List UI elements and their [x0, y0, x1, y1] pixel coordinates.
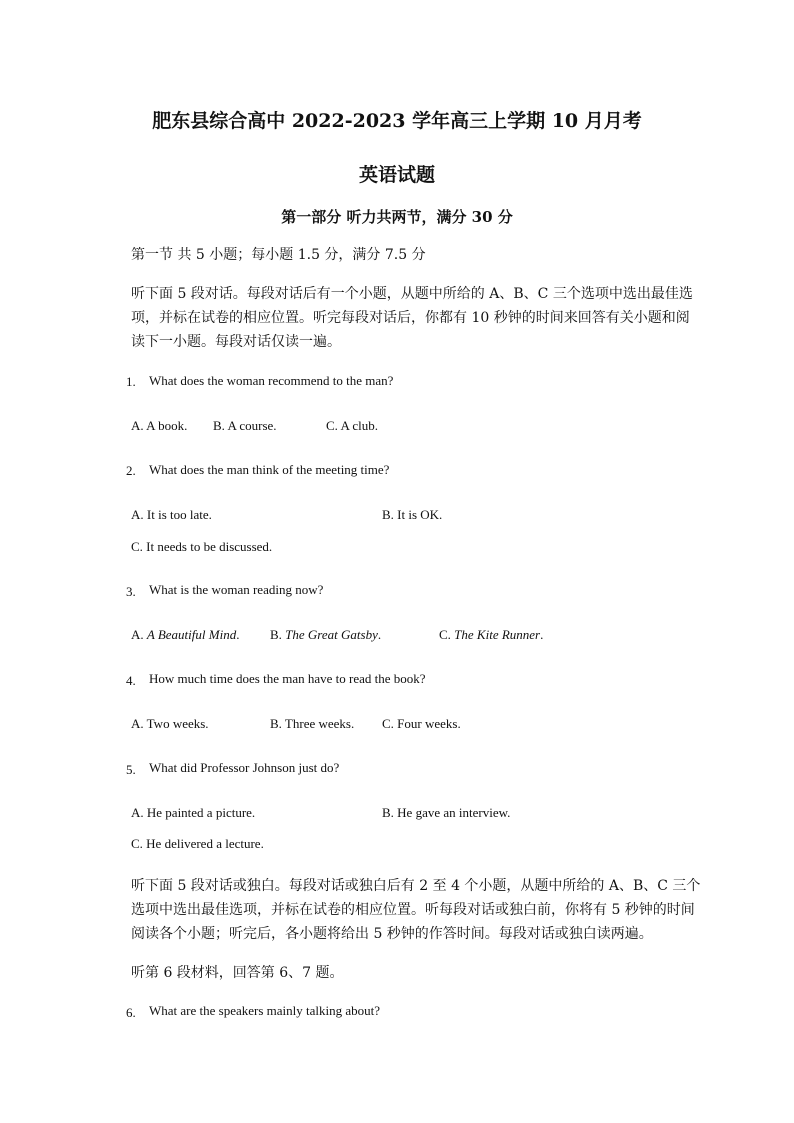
section1-heading: 第一节 共 5 小题；每小题 1.5 分，满分 7.5 分: [131, 247, 426, 263]
question-number: 6.: [126, 1005, 136, 1020]
option-letter: A.: [131, 627, 144, 642]
exam-subtitle: 英语试题: [358, 164, 435, 186]
book-title: A Beautiful Mind: [146, 627, 237, 642]
option-letter: C.: [439, 627, 451, 642]
exam-title: 肥东县综合高中 2022-2023 学年高三上学期 10 月月考: [152, 110, 642, 132]
option-a: A. It is too late.: [131, 507, 212, 522]
question-number: 1.: [126, 374, 136, 389]
option-b: B. Three weeks.: [270, 716, 355, 731]
option-b: [270, 627, 381, 643]
option-c: C. It needs to be discussed.: [131, 539, 273, 554]
section2-instructions: 听下面 5 段对话或独白。每段对话或独白后有 2 至 4 个小题，从题中所给的 A、B、C 三个选项中选出最佳选项，并标在试卷的相应位置。听每段对话或独白前，你将有 5 秒钟的时间阅读各个小题；听完后，各小题将给出 5 秒钟的作答时间。每段对话或独白读两遍。: [131, 878, 701, 942]
option-a: A. A book.: [131, 418, 188, 433]
option-c: C. Four weeks.: [382, 716, 461, 731]
option-a: A. Two weeks.: [131, 716, 209, 731]
option-end: .: [540, 627, 544, 642]
question-text: What does the woman recommend to the man?: [149, 373, 394, 388]
book-title: The Great Gatsby: [285, 627, 378, 642]
option-b: B. A course.: [213, 418, 277, 433]
option-a: [131, 627, 239, 643]
option-end: .: [377, 627, 382, 642]
option-a: A. He painted a picture.: [131, 805, 256, 820]
question-text: What did Professor Johnson just do?: [149, 760, 340, 775]
material-note: 听第 6 段材料，回答第 6、7 题。: [131, 965, 344, 981]
section1-instructions: 听下面 5 段对话。每段对话后有一个小题，从题中所给的 A、B、C 三个选项中选出最佳选项，并标在试卷的相应位置。听完每段对话后，你都有 10 秒钟的时间来回答有关小题和阅读下一小题。每段对话仅读一遍。: [131, 286, 693, 350]
option-c: [439, 627, 543, 643]
question-number: 3.: [126, 584, 136, 599]
question-number: 5.: [126, 762, 136, 777]
option-end: .: [236, 627, 240, 642]
question-text: How much time does the man have to read the book?: [149, 671, 426, 686]
question-text: What are the speakers mainly talking about?: [149, 1003, 381, 1018]
option-c: C. He delivered a lecture.: [131, 836, 264, 851]
option-letter: B.: [270, 627, 282, 642]
option-c: C. A club.: [326, 418, 379, 433]
question-text: What is the woman reading now?: [149, 582, 324, 597]
option-b: B. He gave an interview.: [382, 805, 511, 820]
question-number: 4.: [126, 673, 136, 688]
question-text: What does the man think of the meeting time?: [149, 462, 390, 477]
option-b: B. It is OK.: [382, 507, 443, 522]
part-title: 第一部分 听力共两节，满分 30 分: [281, 208, 513, 226]
book-title: The Kite Runner: [454, 627, 541, 642]
question-number: 2.: [126, 463, 136, 478]
